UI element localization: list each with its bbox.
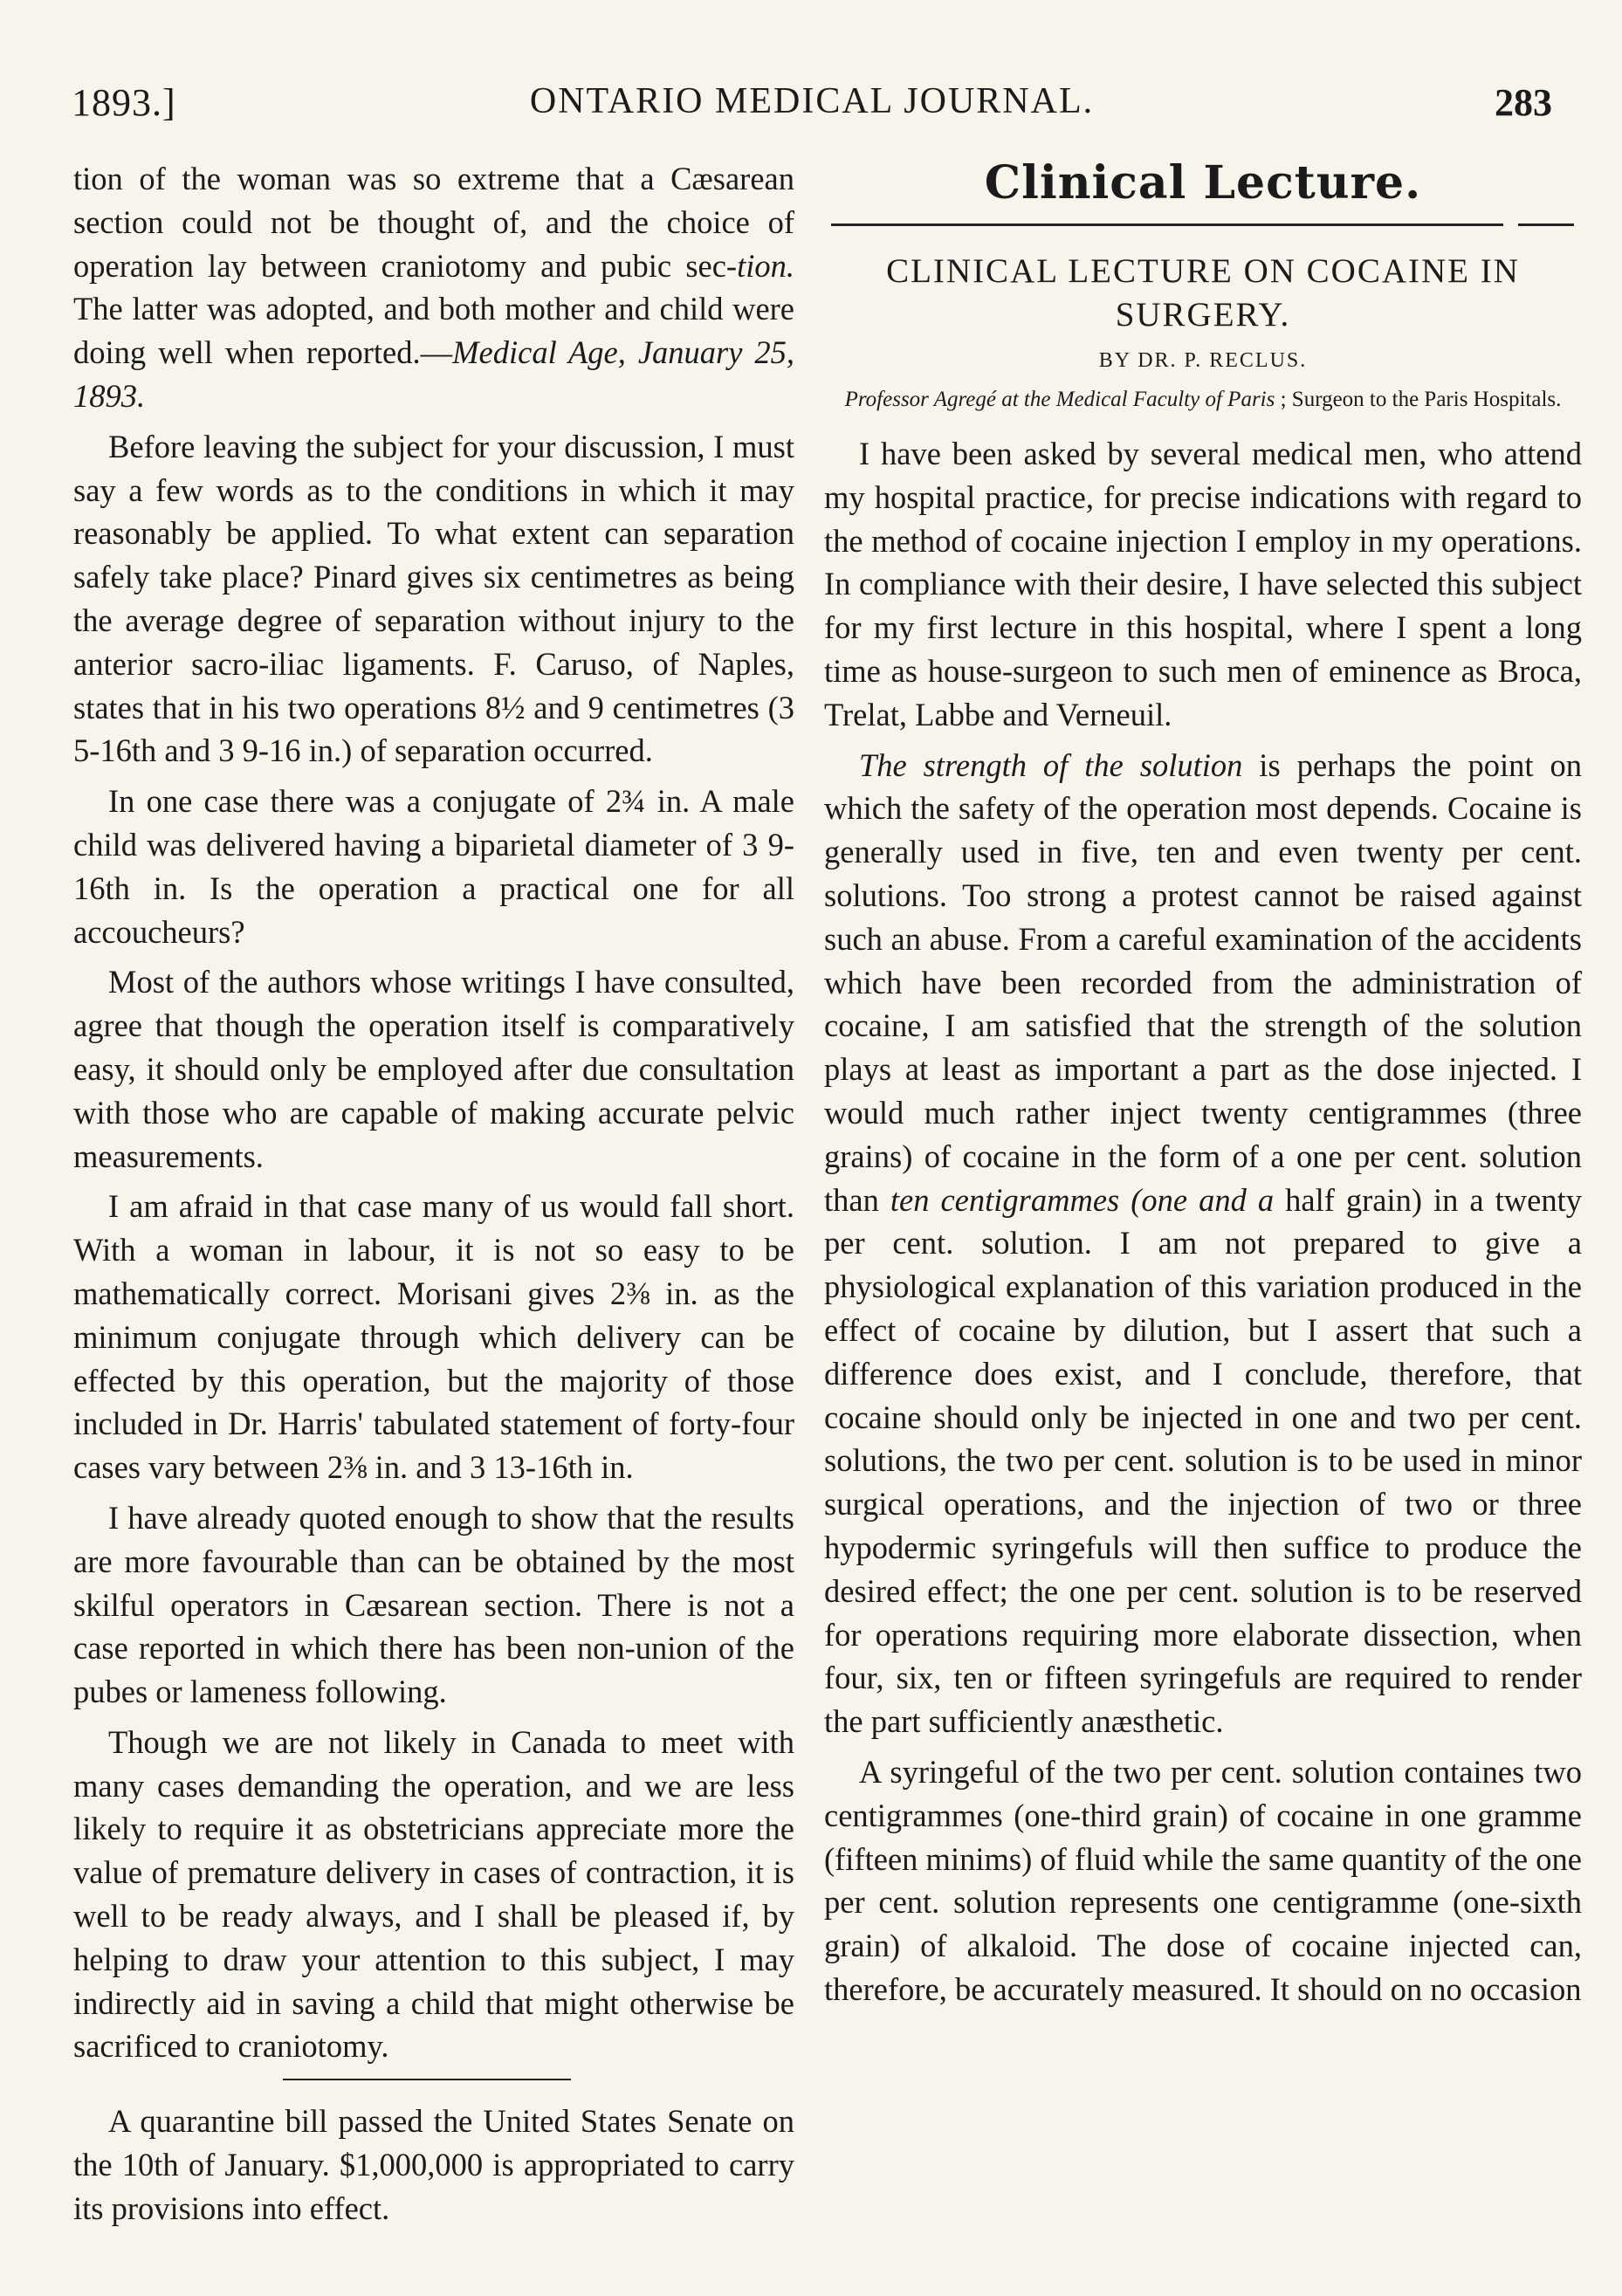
divider bbox=[283, 2079, 571, 2080]
paragraph: Most of the authors whose writings I have consulted, agree that though the operation itself is comparatively easy, it should only be employed after due consultation with those who are capable of making accurate pelvic measurements. bbox=[73, 964, 794, 1174]
byline: BY DR. P. RECLUS. bbox=[1098, 349, 1308, 372]
left-column bbox=[73, 157, 794, 2231]
paragraph: I am afraid in that case many of us would fall short. With a woman in labour, it is not so easy to be mathematically correct. Morisani gives 2⅜ in. as the minimum conjugate through which delivery can be effected by this operation, but the majority of those included in Dr. Harris' tabulated statement of forty-four cases vary between 2⅜ in. and 3 13-16th in. bbox=[73, 1188, 794, 1486]
page-number: 283 bbox=[1495, 81, 1552, 124]
paragraph: tion of the woman was so extreme that a Cæsarean section could not be thought of, and the choice of operation lay between craniotomy and pubic sec-tion. The latter was adopted, and both mother and child were doing well when reported.—Medical Age, January 25, 1893. bbox=[73, 161, 794, 414]
right-column bbox=[824, 157, 1582, 2011]
paragraph: Though we are not likely in Canada to meet with many cases demanding the operation, and we are less likely to require it as obstetricians appreciate more the value of premature delivery in cases of contraction, it is well to be ready always, and I shall be pleased if, by helping to draw your attention to this subject, I may indirectly aid in saving a child that might otherwise be sacrificed to craniotomy. bbox=[73, 1723, 794, 2065]
paragraph: I have already quoted enough to show that the results are more favourable than can be obtained by the most skilful operators in Cæsarean section. There is not a case reported in which there has been non-union of the pubes or lameness following. bbox=[73, 1499, 794, 1710]
paragraph: Before leaving the subject for your discussion, I must say a few words as to the conditions in which it may reasonably be applied. To what extent can separation safely take place? Pinard gives six centimetres as being the average degree of separation without injury to the anterior sacro-iliac ligaments. F. Caruso, of Naples, states that in his two operations 8½ and 9 centimetres (3 5-16th and 3 9-16 in.) of separation occurred. bbox=[73, 428, 794, 769]
news-item: A quarantine bill passed the United States Senate on the 10th of January. $1,000,000 is appropriated to carry its provisions into effect. bbox=[73, 2103, 794, 2226]
running-head bbox=[72, 80, 1552, 136]
section-title: Clinical Lecture. bbox=[984, 156, 1422, 210]
paragraph: I have been asked by several medical men, who attend my hospital practice, for precise indications with regard to the method of cocaine injection I employ in my operations. In compliance with their desire, I have selected this subject for my first lecture in this hospital, where I spent a long time as house-surgeon to such men of eminence as Broca, Trelat, Labbe and Verneuil. bbox=[824, 436, 1582, 732]
citation: Medical Age, January 25, 1893. bbox=[73, 334, 794, 414]
divider bbox=[824, 222, 1582, 230]
paragraph: A syringeful of the two per cent. solution containes two centigrammes (one-third grain) of cocaine in one gramme (fifteen minims) of fluid while the same quantity of the one per cent. solution represents one centigramme (one-sixth grain) of alkaloid. The dose of cocaine injected can, therefore, be accurately measured. It should on no occasion bbox=[824, 1753, 1582, 2007]
paragraph: The strength of the solution is perhaps the point on which the safety of the operation most depends. Cocaine is generally used in five, ten and even twenty per cent. solutions. Too strong a protest cannot be raised against such an abuse. From a careful examination of the accidents which have been recorded from the administration of cocaine, I am satisfied that the strength of the solution plays at least as important a part as the dose injected. I would much rather inject twenty centigrammes (three grains) of cocaine in the form of a one per cent. solution than ten centigrammes (one and a half grain) in a twenty per cent. solution. I am not prepared to give a physiological explanation of this variation produced in the effect of cocaine by dilution, but I assert that such a difference does exist, and I conclude, therefore, that cocaine should only be injected in one and two per cent. solutions, the two per cent. solution is to be used in minor surgical operations, and the injection of two or three hypodermic syringefuls will then suffice to produce the desired effect; the one per cent. solution is to be reserved for operations requiring more elaborate dissection, when four, six, ten or fifteen syringefuls are required to render the part sufficiently anæsthetic. bbox=[824, 746, 1582, 1740]
running-head-journal: ONTARIO MEDICAL JOURNAL. bbox=[529, 81, 1095, 121]
article-title: CLINICAL LECTURE ON COCAINE IN SURGERY. bbox=[886, 252, 1520, 333]
running-head-year: 1893.] bbox=[72, 81, 176, 124]
author-affiliation: Professor Agregé at the Medical Faculty of Paris ; Surgeon to the Paris Hospitals. bbox=[844, 388, 1562, 411]
paragraph: In one case there was a conjugate of 2¾ in. A male child was delivered having a biparietal diameter of 3 9-16th in. Is the operation a practical one for all accoucheurs? bbox=[73, 783, 794, 950]
